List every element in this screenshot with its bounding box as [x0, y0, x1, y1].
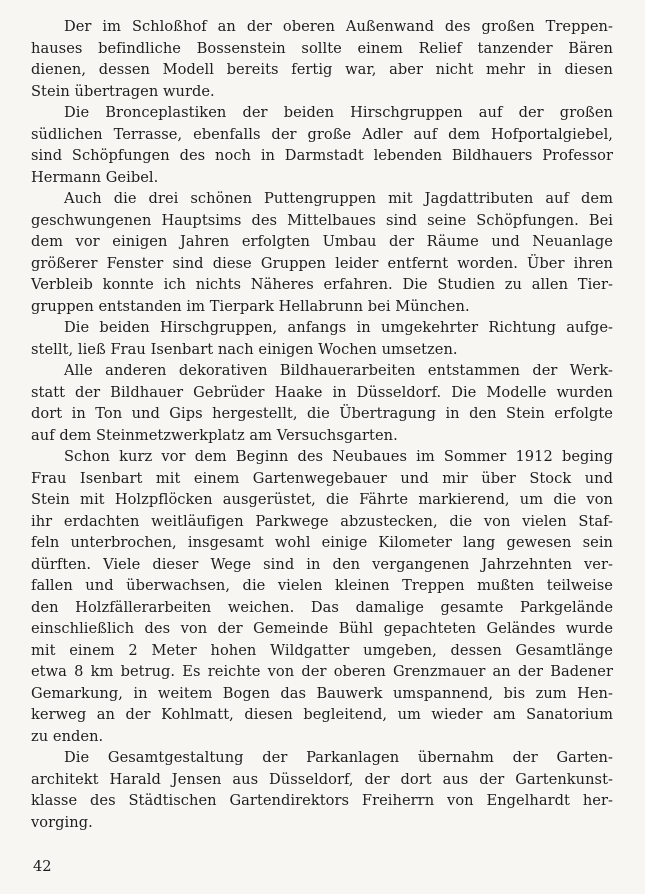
paragraph-5	[31, 360, 613, 446]
text-line: Hermann Geibel.	[31, 168, 159, 186]
text-line: zu enden.	[31, 727, 104, 745]
paragraph-6	[31, 446, 613, 747]
paragraph-3	[31, 188, 613, 317]
text-line: feln unterbrochen, insgesamt wohl einige Kilometer lang gewesen sein	[31, 534, 613, 551]
text-line: Die Gesamtgestaltung der Parkanlagen übernahm der Garten-	[64, 749, 613, 766]
text-line: geschwungenen Hauptsims des Mittelbaues sind seine Schöpfungen. Bei	[31, 211, 613, 229]
text-line: gruppen entstanden im Tierpark Hellabrunn bei München.	[31, 297, 470, 315]
text-line: sind Schöpfungen des noch in Darmstadt lebenden Bildhauers Professor	[31, 147, 613, 164]
text-line: Die beiden Hirschgruppen, anfangs in umgekehrter Richtung aufge-	[64, 319, 613, 336]
text-line: dienen, dessen Modell bereits fertig war, aber nicht mehr in diesen	[31, 61, 613, 78]
text-line: Stein mit Holzpflöcken ausgerüstet, die Fährte markierend, um die von	[31, 491, 613, 508]
paragraph-2	[31, 102, 613, 188]
text-line: architekt Harald Jensen aus Düsseldorf, der dort aus der Gartenkunst-	[31, 770, 613, 788]
text-line: Die Bronceplastiken der beiden Hirschgruppen auf der großen	[64, 104, 613, 121]
text-line: Stein übertragen wurde.	[31, 82, 215, 100]
text-line: auf dem Steinmetzwerkplatz am Versuchsgarten.	[31, 426, 398, 444]
text-line: statt der Bildhauer Gebrüder Haake in Düsseldorf. Die Modelle wurden	[31, 383, 613, 401]
text-line: kerweg an der Kohlmatt, diesen begleitend, um wieder am Sanatorium	[31, 706, 613, 723]
text-line: klasse des Städtischen Gartendirektors Freiherrn von Engelhardt her-	[31, 792, 613, 809]
text-line: Schon kurz vor dem Beginn des Neubaues im Sommer 1912 beging	[64, 448, 613, 465]
text-line: Auch die drei schönen Puttengruppen mit Jagdattributen auf dem	[64, 190, 613, 207]
text-line: einschließlich des von der Gemeinde Bühl gepachteten Geländes wurde	[31, 620, 613, 637]
text-line: vorging.	[31, 813, 93, 831]
text-line: dürften. Viele dieser Wege sind in den vergangenen Jahrzehnten ver-	[31, 555, 613, 573]
text-line: mit einem 2 Meter hohen Wildgatter umgeben, dessen Gesamtlänge	[31, 641, 613, 659]
text-line: Gemarkung, in weitem Bogen das Bauwerk umspannend, bis zum Hen-	[31, 684, 613, 702]
text-line: hauses befindliche Bossenstein sollte einem Relief tanzender Bären	[31, 39, 613, 57]
text-line: fallen und überwachsen, die vielen kleinen Treppen mußten teilweise	[31, 577, 613, 594]
text-line: ihr erdachten weitläufigen Parkwege abzustecken, die von vielen Staf-	[31, 512, 613, 530]
paragraph-7	[31, 747, 613, 833]
paragraph-1	[31, 16, 613, 102]
page-number: 42	[33, 858, 52, 875]
text-line: Verbleib konnte ich nichts Näheres erfahren. Die Studien zu allen Tier-	[31, 276, 613, 293]
text-line: dem vor einigen Jahren erfolgten Umbau der Räume und Neuanlage	[31, 233, 613, 250]
text-line: Der im Schloßhof an der oberen Außenwand des großen Treppen-	[64, 18, 613, 35]
text-line: größerer Fenster sind diese Gruppen leider entfernt worden. Über ihren	[31, 254, 613, 272]
text-line: Alle anderen dekorativen Bildhauerarbeiten entstammen der Werk-	[64, 362, 613, 379]
text-line: etwa 8 km betrug. Es reichte von der oberen Grenzmauer an der Badener	[31, 663, 613, 680]
text-line: südlichen Terrasse, ebenfalls der große Adler auf dem Hofportalgiebel,	[31, 125, 613, 143]
page-body	[31, 16, 613, 833]
text-line: den Holzfällerarbeiten weichen. Das damalige gesamte Parkgelände	[31, 598, 613, 616]
text-line: stellt, ließ Frau Isenbart nach einigen Wochen umsetzen.	[31, 340, 458, 358]
paragraph-4	[31, 317, 613, 360]
text-line: dort in Ton und Gips hergestellt, die Übertragung in den Stein erfolgte	[31, 405, 613, 422]
text-line: Frau Isenbart mit einem Gartenwegebauer und mir über Stock und	[31, 469, 613, 487]
